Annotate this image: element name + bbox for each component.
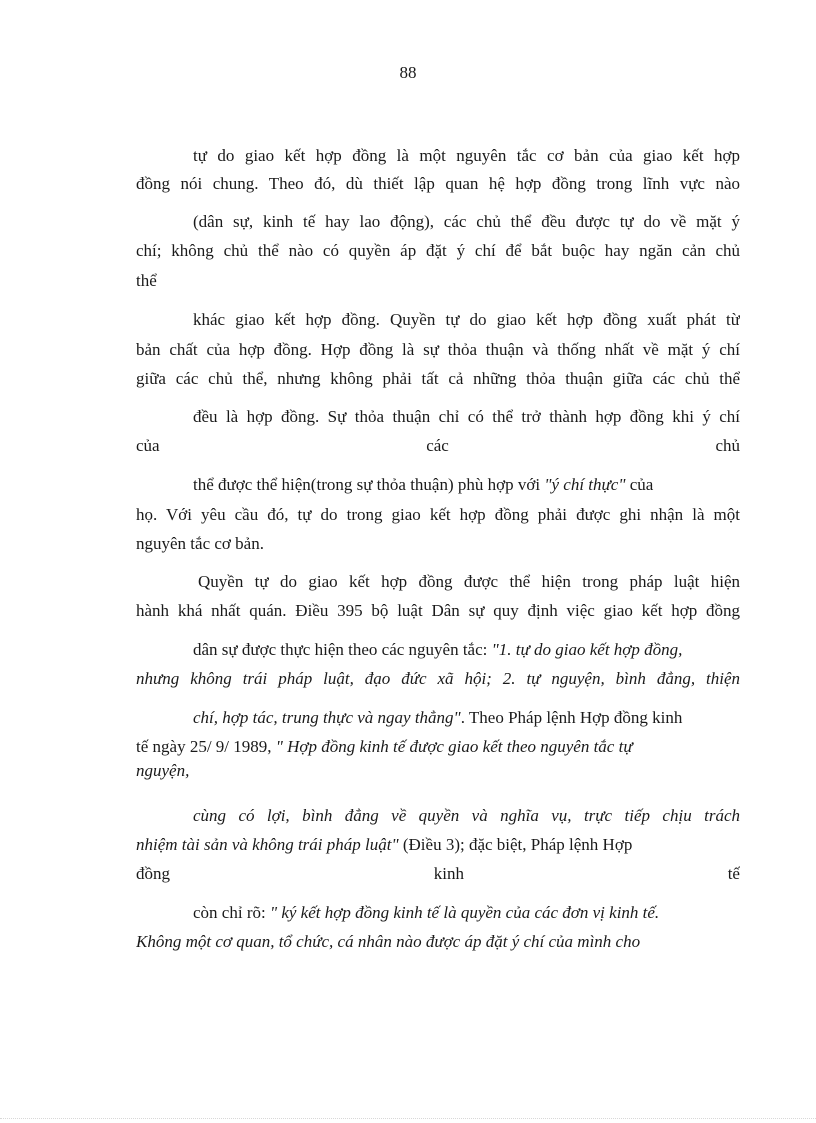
page-number: 88	[399, 63, 417, 82]
text-line	[136, 736, 740, 758]
quote-run: " ký kết hợp đồng kinh tế là quyền của các đơn vị kinh tế.	[269, 903, 660, 922]
text-line	[136, 760, 740, 782]
text-line: họ. Với yêu cầu đó, tự do trong giao kết hợp đồng phải được ghi nhận là một	[136, 505, 740, 524]
text-run: tế ngày 25/ 9/ 1989,	[136, 737, 276, 756]
text-line: đều là hợp đồng. Sự thỏa thuận chỉ có thể trở thành hợp đồng khi ý chí	[193, 407, 740, 426]
text-line: bản chất của hợp đồng. Hợp đồng là sự thỏa thuận và thống nhất về mặt ý chí	[136, 340, 740, 359]
text-run: thể được thể hiện(trong sự thỏa thuận) phù hợp với	[193, 475, 545, 494]
text-line: nguyên tắc cơ bản.	[136, 534, 264, 553]
text-line: thể	[136, 271, 157, 290]
quote-run: " Hợp đồng kinh tế được giao kết theo nguyên tắc tự	[275, 737, 633, 756]
word: của	[136, 436, 160, 455]
word: chủ	[715, 436, 740, 455]
quote-run: nhiệm tài sản và không trái pháp luật"	[136, 835, 399, 854]
text-run: dân sự được thực hiện theo các nguyên tắc:	[193, 640, 492, 659]
text-line: đồng nói chung. Theo đó, dù thiết lập quan hệ hợp đồng trong lĩnh vực nào	[136, 174, 740, 193]
quote-run: "1. tự do giao kết hợp đồng,	[491, 640, 683, 659]
word: đồng	[136, 864, 170, 883]
text-run: (Điều 3); đặc biệt, Pháp lệnh Hợp	[398, 835, 633, 854]
text-line	[193, 474, 740, 496]
text-line: khác giao kết hợp đồng. Quyền tự do giao kết hợp đồng xuất phát từ	[193, 310, 740, 329]
text-line: Quyền tự do giao kết hợp đồng được thể hiện trong pháp luật hiện	[198, 572, 740, 591]
footer-divider	[0, 1118, 816, 1119]
text-line	[136, 834, 740, 856]
quote-run: nhưng không trái pháp luật, đạo đức xã hội; 2. tự nguyện, bình đẳng, thiện	[136, 669, 740, 688]
word: tế	[727, 864, 740, 883]
quote-run: chí, hợp tác, trung thực và ngay thẳng"	[193, 708, 461, 727]
text-line: chí; không chủ thể nào có quyền áp đặt ý chí để bắt buộc hay ngăn cản chủ	[136, 241, 740, 260]
text-run: của	[625, 475, 654, 494]
text-line: hành khá nhất quán. Điều 395 bộ luật Dân sự quy định việc giao kết hợp đồng	[136, 601, 740, 620]
text-line	[193, 639, 740, 661]
text-line	[193, 707, 740, 729]
text-line	[193, 902, 740, 924]
quote-run: nguyện,	[136, 761, 190, 780]
word: kinh	[433, 864, 464, 883]
text-line	[193, 805, 740, 827]
text-line	[136, 668, 740, 690]
text-run: . Theo Pháp lệnh Hợp đồng kinh	[460, 708, 683, 727]
text-line	[136, 931, 740, 953]
word: các	[426, 436, 449, 455]
text-run: còn chỉ rõ:	[193, 903, 270, 922]
text-line	[136, 435, 740, 457]
quote-run: Không một cơ quan, tổ chức, cá nhân nào được áp đặt ý chí của mình cho	[136, 932, 641, 951]
text-line: (dân sự, kinh tế hay lao động), các chủ thể đều được tự do về mặt ý	[193, 212, 740, 231]
text-line	[136, 863, 740, 885]
text-line: tự do giao kết hợp đồng là một nguyên tắc cơ bản của giao kết hợp	[193, 146, 740, 165]
text-line: giữa các chủ thể, nhưng không phải tất cả những thỏa thuận giữa các chủ thể	[136, 369, 740, 388]
quote-run: "ý chí thực"	[544, 475, 626, 494]
quote-run: cùng có lợi, bình đẳng về quyền và nghĩa vụ, trực tiếp chịu trách	[193, 806, 740, 825]
